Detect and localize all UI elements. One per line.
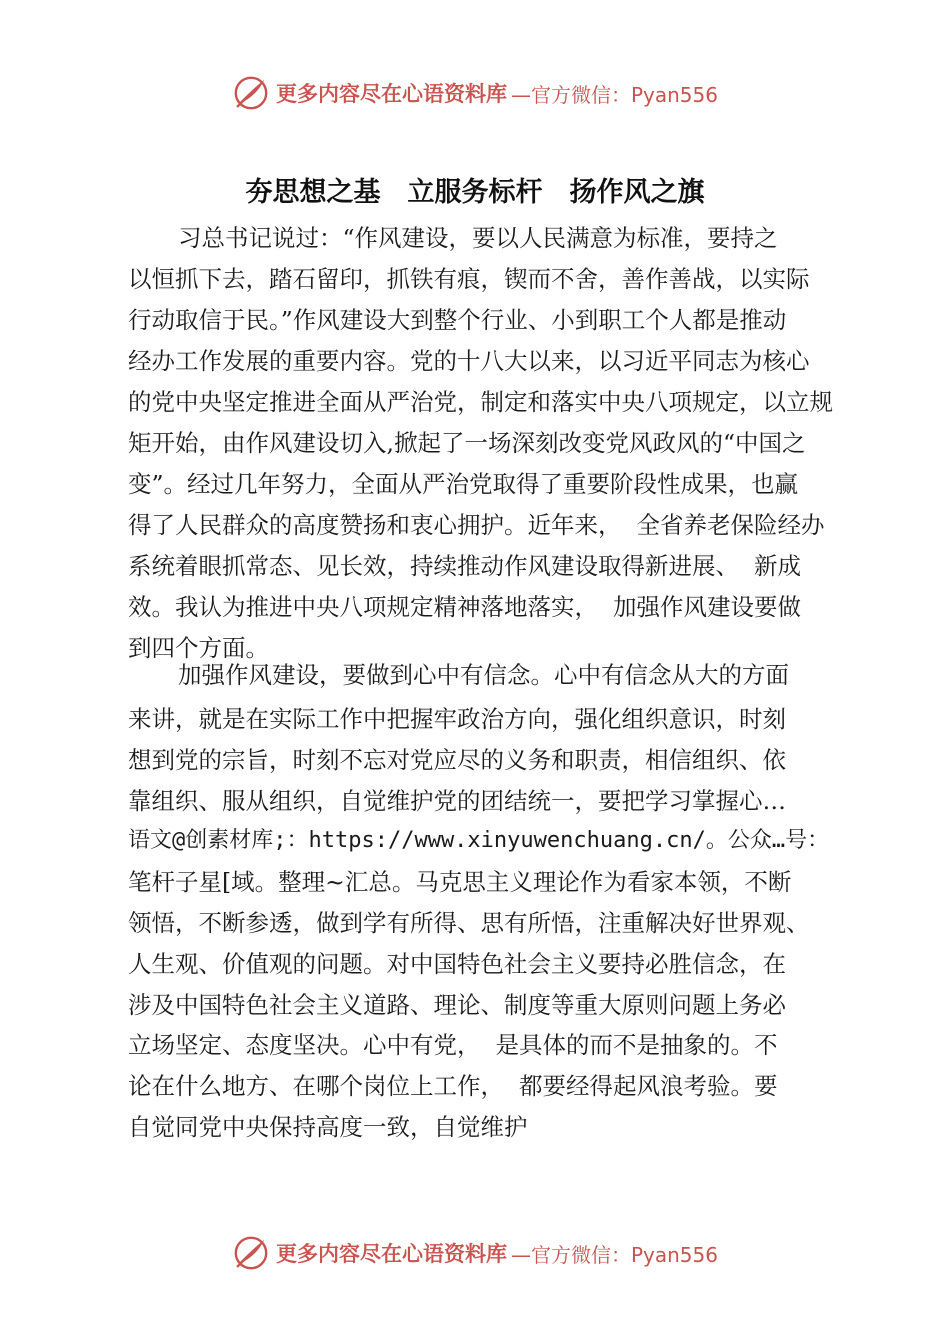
- text-line: 到四个方面。: [128, 634, 269, 662]
- banner-main-text: 更多内容尽在心语资料库: [275, 81, 507, 106]
- text-line: 领悟，不断参透，做到学有所得、思有所悟，注重解决好世界观、: [128, 908, 810, 937]
- text-line: 想到党的宗旨，时刻不忘对党应尽的义务和职责，相信组织、依: [128, 745, 786, 774]
- text-line: 自觉同党中央保持高度一致，自觉维护: [128, 1112, 528, 1141]
- text-line: 靠组织、服从组织，自觉维护党的团结统一，要把学习掌握心…: [128, 786, 786, 815]
- text-line: 行动取信于民。”作风建设大到整个行业、小到职工个人都是推动: [128, 306, 787, 334]
- text-line: 论在什么地方、在哪个岗位上工作， 都要经得起风浪考验。要: [128, 1072, 778, 1101]
- text-line: 的党中央坚定推进全面从严治党，制定和落实中央八项规定，以立规: [128, 388, 833, 416]
- text-line-url: 语文@创素材库;：https://www.xinyuwenchuang.cn/。公众…号：: [128, 828, 830, 854]
- banner-main-text: 更多内容尽在心语资料库: [275, 1241, 507, 1266]
- text-line: 矩开始，由作风建设切入,掀起了一场深刻改变党风政风的“中国之: [128, 429, 806, 457]
- text-line: 效。我认为推进中央八项规定精神落地落实， 加强作风建设要做: [128, 593, 801, 621]
- document-title: 夯思想之基 立服务标杆 扬作风之旗: [245, 177, 705, 208]
- text-line: 立场坚定、态度坚决。心中有党， 是具体的而不是抽象的。不: [128, 1031, 778, 1060]
- text-line: 来讲，就是在实际工作中把握牢政治方向，强化组织意识，时刻: [128, 705, 786, 733]
- footer-banner: [0, 1228, 950, 1278]
- text-line: 以恒抓下去，踏石留印，抓铁有痕，锲而不舍，善作善战，以实际: [128, 265, 810, 293]
- paragraph-2: [128, 652, 888, 1148]
- banner-wechat-text: —官方微信：Pyan556: [510, 1242, 718, 1267]
- header-banner: [0, 68, 950, 118]
- text-line: 涉及中国特色社会主义道路、理论、制度等重大原则问题上务必: [128, 990, 786, 1019]
- text-line: 人生观、价值观的问题。对中国特色社会主义要持必胜信念，在: [128, 949, 786, 978]
- text-line: 习总书记说过：“作风建设，要以人民满意为标准，要持之: [178, 224, 778, 252]
- quill-logo-icon: [232, 74, 270, 112]
- paragraph-1: [128, 218, 888, 669]
- text-line: 变”。经过几年努力，全面从严治党取得了重要阶段性成果，也赢: [128, 470, 799, 498]
- text-line: 系统着眼抓常态、见长效，持续推动作风建设取得新进展、 新成: [128, 552, 801, 580]
- banner-wechat-text: —官方微信：Pyan556: [510, 82, 718, 107]
- text-line: 经办工作发展的重要内容。党的十八大以来，以习近平同志为核心: [128, 347, 810, 375]
- text-line: 笔杆子星[域。整理~汇总。马克思主义理论作为看家本领，不断: [128, 868, 792, 897]
- text-line: 得了人民群众的高度赞扬和衷心拥护。近年来， 全省养老保险经办: [128, 511, 825, 539]
- quill-logo-icon: [232, 1234, 270, 1272]
- text-line: 加强作风建设，要做到心中有信念。心中有信念从大的方面: [178, 661, 789, 689]
